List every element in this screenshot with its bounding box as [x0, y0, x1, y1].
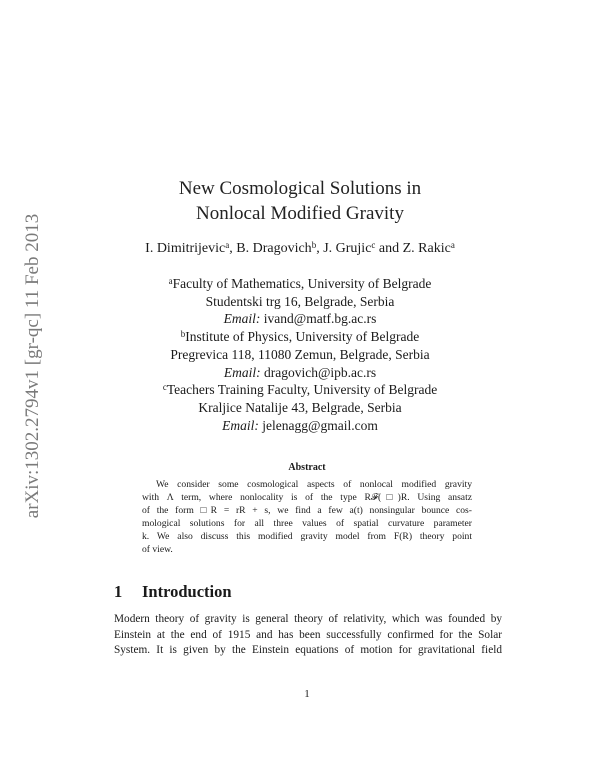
arxiv-identifier: arXiv:1302.2794v1 [gr-qc] 11 Feb 2013: [22, 213, 43, 519]
affiliation-address: Studentski trg 16, Belgrade, Serbia: [205, 293, 395, 309]
paper-title: [0, 176, 600, 226]
institution-name: Teachers Training Faculty, University of Belgrade: [166, 382, 438, 398]
body-text: [114, 612, 502, 659]
abstract-line: with Λ term, where nonlocality is of the type R𝓕(□)R. Using ansatz: [142, 492, 472, 504]
title-line-1: New Cosmological Solutions in: [178, 178, 422, 199]
author-name: B. Dragovich: [236, 241, 312, 256]
email-label: Email:: [222, 417, 259, 433]
author-name: Z. Rakic: [402, 241, 451, 256]
author-affiliation-mark: b: [311, 240, 317, 250]
email-address: jelenagg@gmail.com: [262, 417, 378, 433]
body-line: System. It is given by the Einstein equations of motion for gravitational field: [114, 644, 502, 657]
abstract-line: k. We also discuss this modified gravity model from F(R) theory point: [142, 531, 472, 543]
section-heading: [114, 582, 232, 602]
author-separator: ,: [316, 241, 324, 256]
abstract-line: of view.: [142, 544, 173, 556]
affiliation-address: Pregrevica 118, 11080 Zemun, Belgrade, Serbia: [170, 346, 430, 362]
author-affiliation-mark: a: [225, 240, 230, 250]
body-line: Modern theory of gravity is general theory of relativity, which was founded by: [114, 613, 502, 625]
affiliation-mark: a: [168, 276, 173, 286]
email-address: dragovich@ipb.ac.rs: [263, 364, 377, 380]
section-title: Introduction: [142, 582, 232, 601]
author-affiliation-mark: c: [371, 240, 376, 250]
email-label: Email:: [223, 311, 261, 327]
abstract-line: mological solutions for all three values of spatial curvature parameter: [142, 518, 472, 530]
author-affiliation-mark: a: [450, 240, 455, 250]
affiliation-email: [0, 310, 600, 328]
author-separator: ,: [229, 241, 237, 256]
affiliation-email: [0, 417, 600, 435]
body-line: Einstein at the end of 1915 and has been successfully confirmed for the Solar: [114, 628, 502, 641]
institution-name: Faculty of Mathematics, University of Belgrade: [172, 276, 432, 291]
abstract-line: We consider some cosmological aspects of nonlocal modified gravity: [156, 479, 472, 490]
author-and: and: [375, 241, 403, 256]
abstract-line: of the form □R = rR + s, we find a few a(t) nonsingular bounce cos-: [142, 505, 472, 517]
affiliation-institution: [0, 381, 600, 399]
affiliation-mark: c: [162, 382, 167, 393]
title-line-2: Nonlocal Modified Gravity: [196, 203, 404, 224]
abstract-heading: Abstract: [288, 462, 326, 473]
author-name: I. Dimitrijevic: [145, 241, 226, 256]
abstract-body: [142, 478, 472, 557]
section-number: 1: [114, 582, 123, 601]
page-number: 1: [304, 688, 310, 700]
affiliation-mark: b: [180, 329, 186, 340]
affiliations: [0, 275, 600, 434]
affiliation-address: Kraljice Natalije 43, Belgrade, Serbia: [198, 399, 402, 415]
email-label: Email:: [223, 364, 261, 380]
affiliation-institution: [0, 275, 600, 293]
author-name: J. Grujic: [323, 241, 372, 256]
affiliation-institution: [0, 328, 600, 346]
email-address: ivand@matf.bg.ac.rs: [263, 311, 377, 327]
author-list: [0, 240, 600, 258]
affiliation-email: [0, 364, 600, 382]
institution-name: Institute of Physics, University of Belgrade: [185, 329, 420, 345]
